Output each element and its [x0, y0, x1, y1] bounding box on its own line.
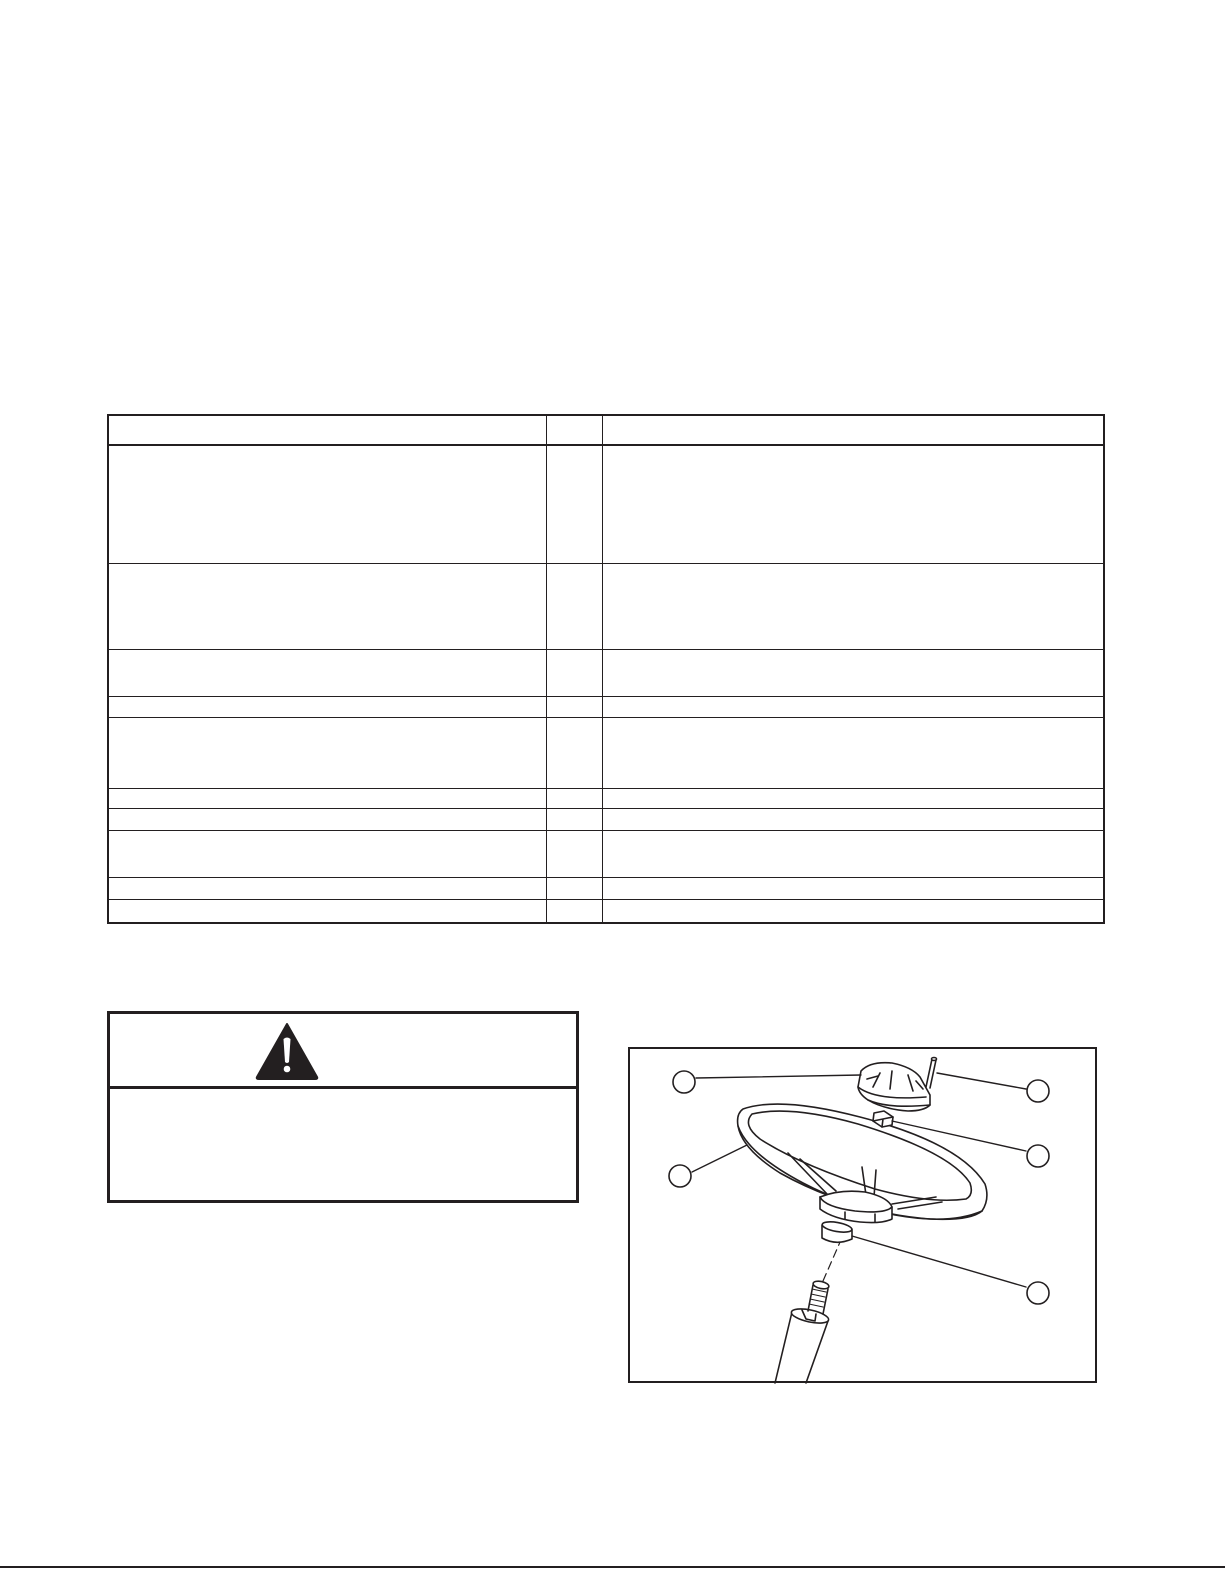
table-cell [546, 649, 602, 696]
table-cell [108, 899, 546, 923]
table-row [108, 696, 1104, 717]
table-row [108, 445, 1104, 563]
table-cell [108, 830, 546, 877]
table-cell [546, 563, 602, 649]
callout-circle [1027, 1145, 1049, 1167]
table-row [108, 717, 1104, 788]
table-cell [602, 899, 1104, 923]
table-cell [602, 830, 1104, 877]
warning-header [110, 1014, 576, 1089]
callout-circle [1027, 1282, 1049, 1304]
warning-body [110, 1089, 576, 1200]
table-cell [602, 415, 1104, 445]
table-row [108, 563, 1104, 649]
table-cell [546, 415, 602, 445]
table-cell [602, 808, 1104, 830]
table-cell [602, 788, 1104, 808]
callout-circle [673, 1071, 695, 1093]
table-cell [108, 649, 546, 696]
table-cell [546, 696, 602, 717]
table-cell [546, 899, 602, 923]
table-header-row [108, 415, 1104, 445]
table-cell [108, 563, 546, 649]
table-cell [546, 877, 602, 899]
steering-shaft [775, 1280, 830, 1383]
table-cell [108, 808, 546, 830]
table-cell [108, 788, 546, 808]
table-row [108, 808, 1104, 830]
warning-triangle-icon [255, 1022, 319, 1080]
table-cell [108, 696, 546, 717]
table-cell [546, 788, 602, 808]
table-cell [546, 717, 602, 788]
table-cell [602, 696, 1104, 717]
table-cell [602, 563, 1104, 649]
table-row [108, 788, 1104, 808]
table-row [108, 899, 1104, 923]
table-cell [546, 808, 602, 830]
callout-circle [669, 1165, 691, 1187]
page-bottom-rule [0, 1566, 1225, 1568]
steering-wheel [738, 1104, 987, 1223]
table-cell [602, 877, 1104, 899]
table-row [108, 877, 1104, 899]
table-cell [546, 445, 602, 563]
roll-pin [926, 1058, 937, 1089]
spacer [821, 1220, 852, 1242]
table-cell [108, 445, 546, 563]
steering-wheel-figure [628, 1047, 1097, 1383]
table-cell [602, 649, 1104, 696]
table-cell [546, 830, 602, 877]
table-row [108, 649, 1104, 696]
table-cell [108, 717, 546, 788]
callout-circle [1027, 1080, 1049, 1102]
table-cell [108, 415, 546, 445]
spec-table [107, 414, 1105, 924]
table-cell [602, 717, 1104, 788]
table-cell [602, 445, 1104, 563]
table-cell [108, 877, 546, 899]
warning-box [107, 1011, 579, 1203]
table-row [108, 830, 1104, 877]
hub-cap [858, 1063, 930, 1111]
